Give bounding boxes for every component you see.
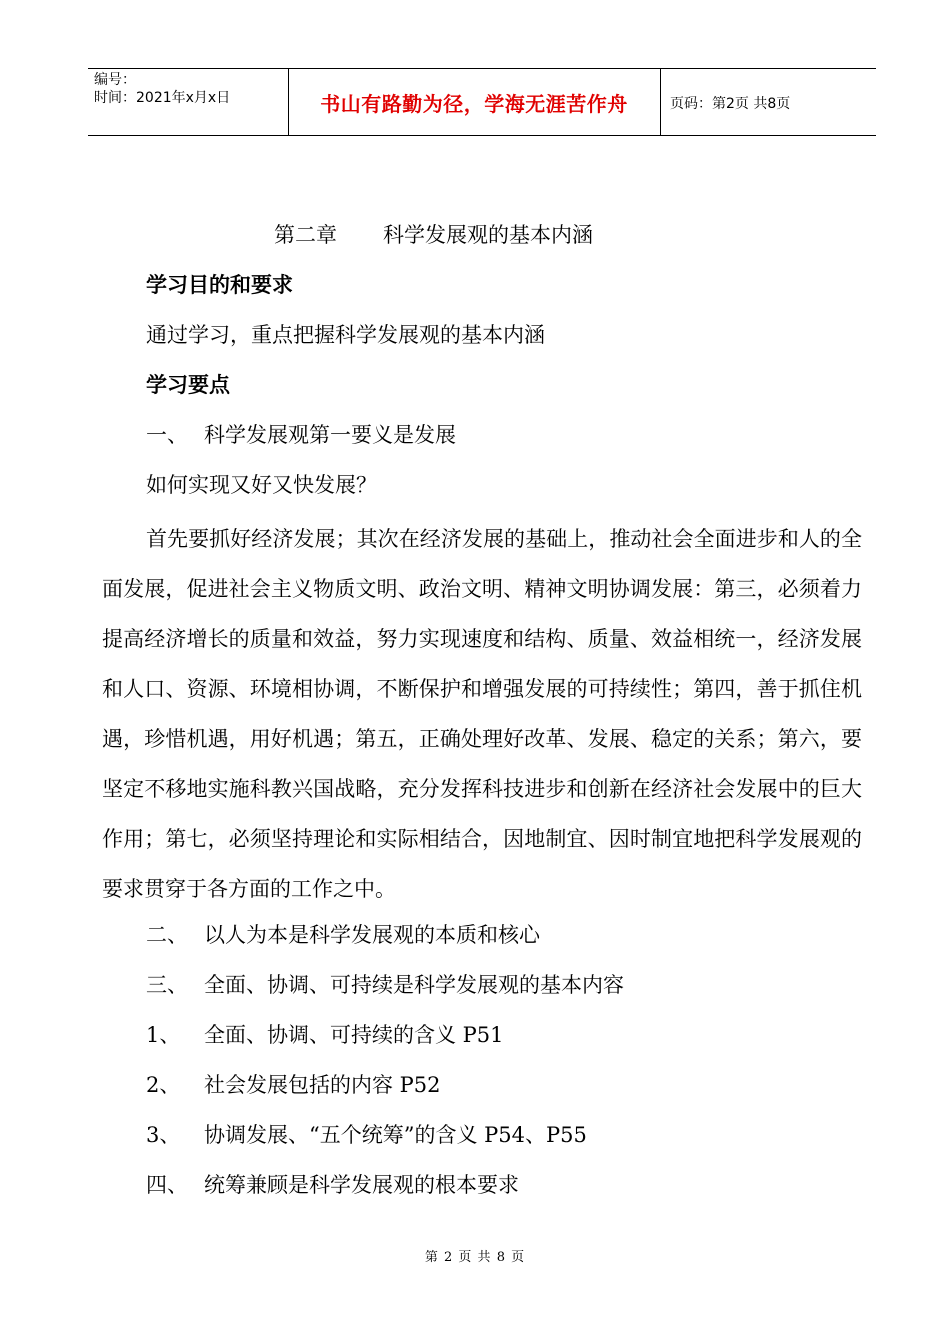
point-item <box>102 1164 862 1214</box>
point-number: 二、 <box>146 923 188 947</box>
body-paragraph: 首先要抓好经济发展；其次在经济发展的基础上，推动社会全面进步和人的全面发展，促进社会主义物质文明、政治文明、精神文明协调发展：第三，必须着力提高经济增长的质量和效益，努力实现速度和结构、质量、效益相统一，经济发展和人口、资源、环境相协调，不断保护和增强发展的可持续性；第四，善于抓住机遇，珍惜机遇，用好机遇；第五，正确处理好改革、发展、稳定的关系；第六，要坚定不移地实施科教兴国战略，充分发挥科技进步和创新在经济社会发展中的巨大作用；第七，必须坚持理论和实际相结合，因地制宜、因时制宜地把科学发展观的要求贯穿于各方面的工作之中。 <box>102 527 862 901</box>
serial-label: 编号： <box>94 72 136 88</box>
document-body <box>102 214 862 1214</box>
sub-item <box>102 1014 862 1064</box>
sub-item <box>102 1114 862 1164</box>
sub-number: 2、 <box>146 1073 181 1097</box>
point-item <box>102 914 862 964</box>
point-number: 三、 <box>146 973 188 997</box>
point-text: 全面、协调、可持续是科学发展观的基本内容 <box>204 973 624 997</box>
goal-heading: 学习目的和要求 <box>146 272 293 297</box>
point-number: 一、 <box>146 423 188 447</box>
page-footer: 第 2 页 共 8 页 <box>424 1250 526 1265</box>
sub-number: 3、 <box>146 1123 181 1147</box>
sub-text: 社会发展包括的内容 P52 <box>204 1073 441 1097</box>
point-item <box>102 414 862 464</box>
header-motto: 书山有路勤为径，学海无涯苦作舟 <box>320 92 628 116</box>
point-number: 四、 <box>146 1173 188 1197</box>
question-line: 如何实现又好又快发展？ <box>146 473 377 497</box>
points-heading: 学习要点 <box>146 372 230 397</box>
point-text: 统筹兼顾是科学发展观的根本要求 <box>204 1173 519 1197</box>
point-item <box>102 964 862 1014</box>
goal-text: 通过学习，重点把握科学发展观的基本内涵 <box>146 323 545 347</box>
date-line: 时间：2021年x月x日 <box>94 90 231 106</box>
chapter-title: 科学发展观的基本内涵 <box>383 223 593 247</box>
sub-text: 协调发展、“五个统筹”的含义 P54、P55 <box>204 1123 587 1147</box>
point-text: 科学发展观第一要义是发展 <box>204 423 456 447</box>
point-text: 以人为本是科学发展观的本质和核心 <box>204 923 540 947</box>
sub-item <box>102 1064 862 1114</box>
header-meta <box>94 71 290 107</box>
chapter-title-line <box>102 214 862 264</box>
page-header <box>88 68 876 136</box>
header-page-info: 页码：第2页 共8页 <box>670 95 791 112</box>
chapter-number: 第二章 <box>274 223 337 247</box>
header-divider <box>660 69 661 136</box>
sub-text: 全面、协调、可持续的含义 P51 <box>204 1023 504 1047</box>
sub-number: 1、 <box>146 1023 181 1047</box>
